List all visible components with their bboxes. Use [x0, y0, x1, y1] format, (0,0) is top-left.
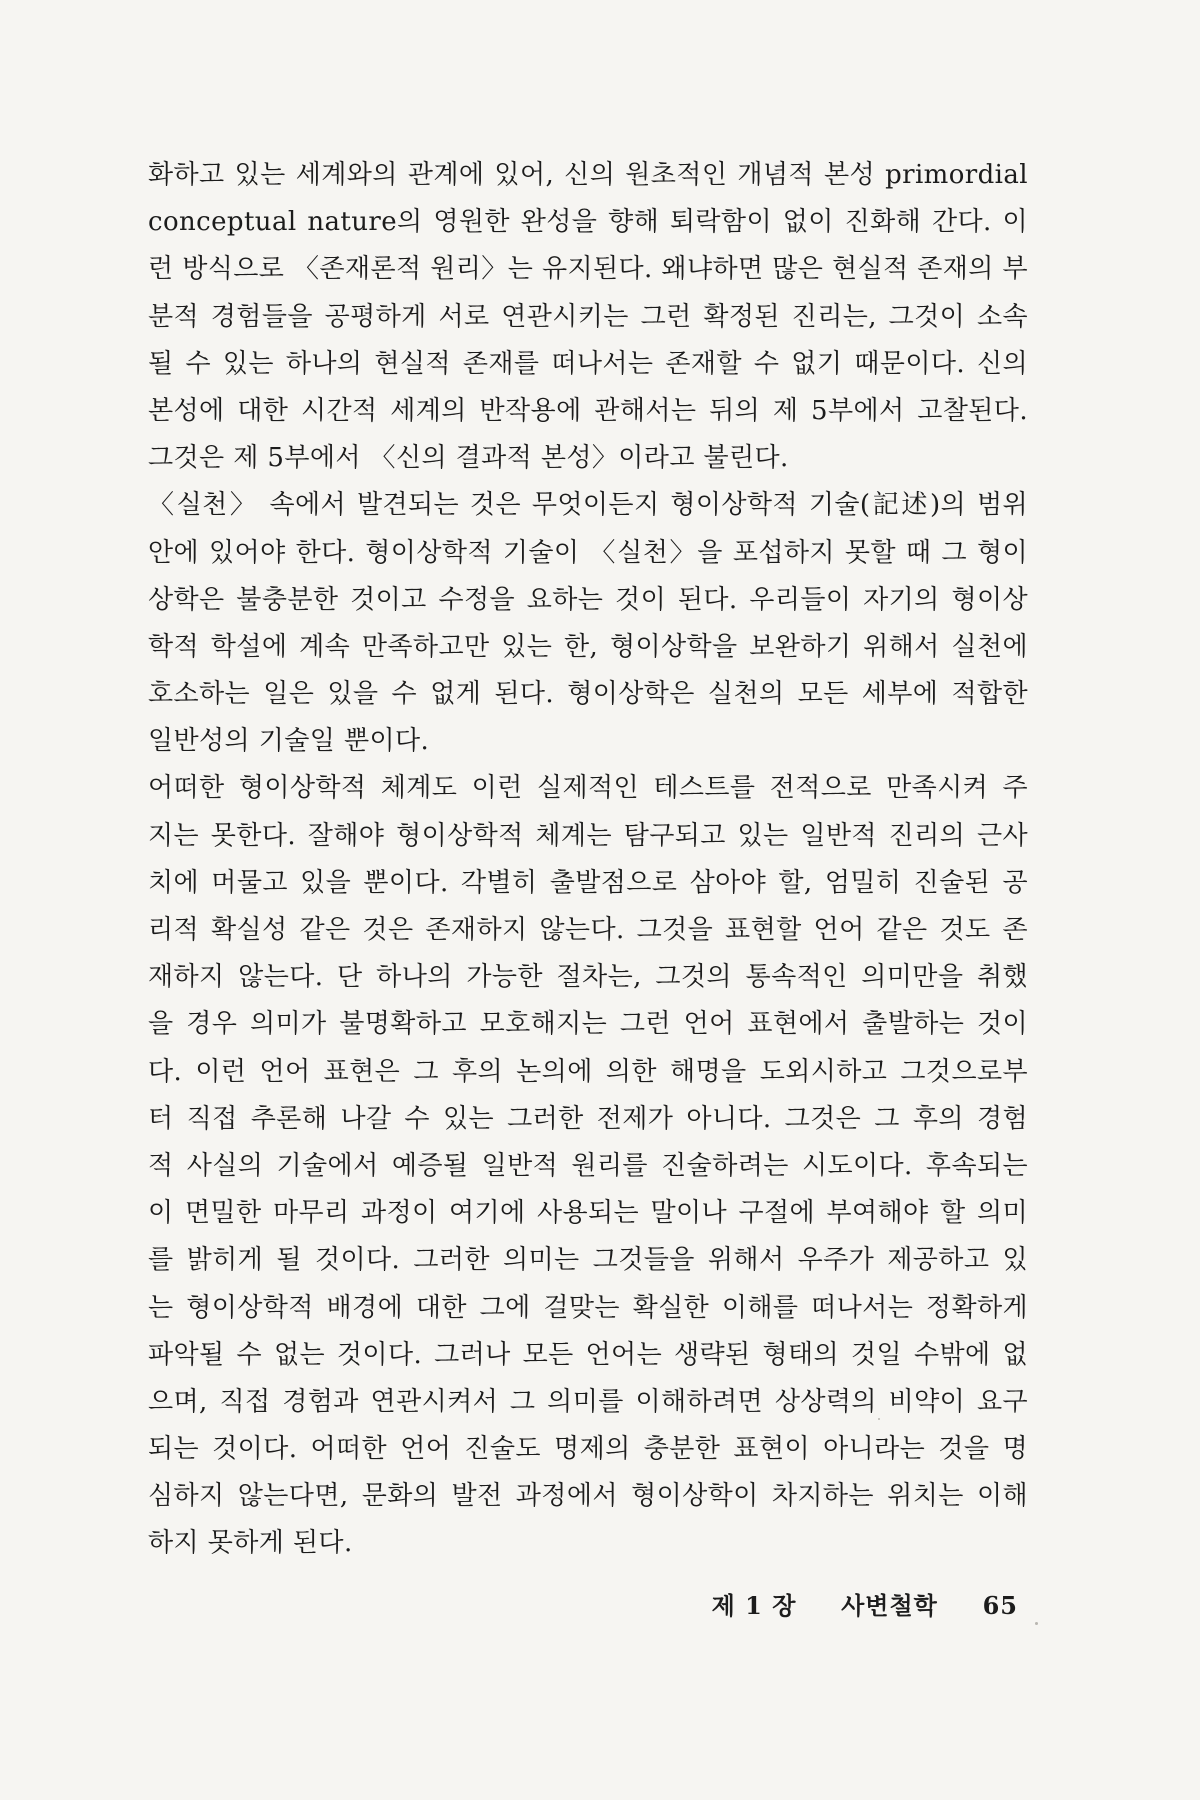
text-line: 학적 학설에 계속 만족하고만 있는 한, 형이상학을 보완하기 위해서 실천에	[148, 631, 1028, 662]
footer-chapter: 제 1 장	[711, 1591, 797, 1620]
text-line: 런 방식으로 〈존재론적 원리〉는 유지된다. 왜냐하면 많은 현실적 존재의 부	[148, 254, 1028, 285]
text-line: 적 사실의 기술에서 예증될 일반적 원리를 진술하려는 시도이다. 후속되는	[148, 1150, 1028, 1181]
text-line: 으며, 직접 경험과 연관시켜서 그 의미를 이해하려면 상상력의 비약이 요구	[148, 1386, 1028, 1417]
text-line: 리적 확실성 같은 것은 존재하지 않는다. 그것을 표현할 언어 같은 것도 존	[148, 915, 1028, 945]
page-number: 65	[982, 1591, 1018, 1620]
text-line: 터 직접 추론해 나갈 수 있는 그러한 전제가 아니다. 그것은 그 후의 경험	[148, 1103, 1028, 1134]
text-line: 치에 머물고 있을 뿐이다. 각별히 출발점으로 삼아야 할, 엄밀히 진술된 공	[148, 867, 1028, 898]
text-line: 될 수 있는 하나의 현실적 존재를 떠나서는 존재할 수 없기 때문이다. 신의	[148, 348, 1028, 379]
text-line: 호소하는 일은 있을 수 없게 된다. 형이상학은 실천의 모든 세부에 적합한	[148, 679, 1028, 710]
text-line: 〈실천〉 속에서 발견되는 것은 무엇이든지 형이상학적 기술(記述)의 범위	[148, 490, 1028, 521]
text-line: 심하지 않는다면, 문화의 발전 과정에서 형이상학이 차지하는 위치는 이해	[148, 1481, 1028, 1512]
text-line: 안에 있어야 한다. 형이상학적 기술이 〈실천〉을 포섭하지 못할 때 그 형이	[148, 537, 1028, 568]
text-line: 지는 못한다. 잘해야 형이상학적 체계는 탐구되고 있는 일반적 진리의 근사	[148, 820, 1028, 851]
text-line: 는 형이상학적 배경에 대한 그에 걸맞는 확실한 이해를 떠나서는 정확하게	[148, 1292, 1028, 1323]
text-line: 본성에 대한 시간적 세계의 반작용에 관해서는 뒤의 제 5부에서 고찰된다.	[148, 395, 1028, 426]
running-footer	[712, 1586, 1018, 1621]
text-line: 다. 이런 언어 표현은 그 후의 논의에 의한 해명을 도외시하고 그것으로부	[148, 1056, 1028, 1087]
text-line: 를 밝히게 될 것이다. 그러한 의미는 그것들을 위해서 우주가 제공하고 있	[148, 1245, 1028, 1276]
text-line: 파악될 수 없는 것이다. 그러나 모든 언어는 생략된 형태의 것일 수밖에 없	[148, 1339, 1028, 1370]
text-line: 어떠한 형이상학적 체계도 이런 실제적인 테스트를 전적으로 만족시켜 주	[148, 773, 1028, 804]
paper-speck	[878, 1418, 880, 1420]
text-line: 상학은 불충분한 것이고 수정을 요하는 것이 된다. 우리들이 자기의 형이상	[148, 584, 1028, 615]
text-line: 분적 경험들을 공평하게 서로 연관시키는 그런 확정된 진리는, 그것이 소속	[148, 301, 1028, 332]
text-line: 재하지 않는다. 단 하나의 가능한 절차는, 그것의 통속적인 의미만을 취했	[148, 962, 1028, 993]
text-line: 되는 것이다. 어떠한 언어 진술도 명제의 충분한 표현이 아니라는 것을 명	[148, 1434, 1028, 1465]
text-line: 화하고 있는 세계와의 관계에 있어, 신의 원초적인 개념적 본성 primordial	[148, 160, 1028, 190]
footer-chapter-title: 사변철학	[841, 1591, 938, 1620]
text-line: 을 경우 의미가 불명확하고 모호해지는 그런 언어 표현에서 출발하는 것이	[148, 1009, 1028, 1040]
text-line: conceptual nature의 영원한 완성을 향해 퇴락함이 없이 진화해 간다. 이	[148, 207, 1028, 238]
body-text	[148, 152, 1028, 1568]
text-line: 일반성의 기술일 뿐이다.	[148, 726, 430, 757]
paper-speck	[1035, 1622, 1038, 1625]
text-line: 하지 못하게 된다.	[148, 1528, 353, 1559]
text-line: 이 면밀한 마무리 과정이 여기에 사용되는 말이나 구절에 부여해야 할 의미	[148, 1198, 1028, 1229]
text-line: 그것은 제 5부에서 〈신의 결과적 본성〉이라고 불린다.	[148, 443, 789, 474]
